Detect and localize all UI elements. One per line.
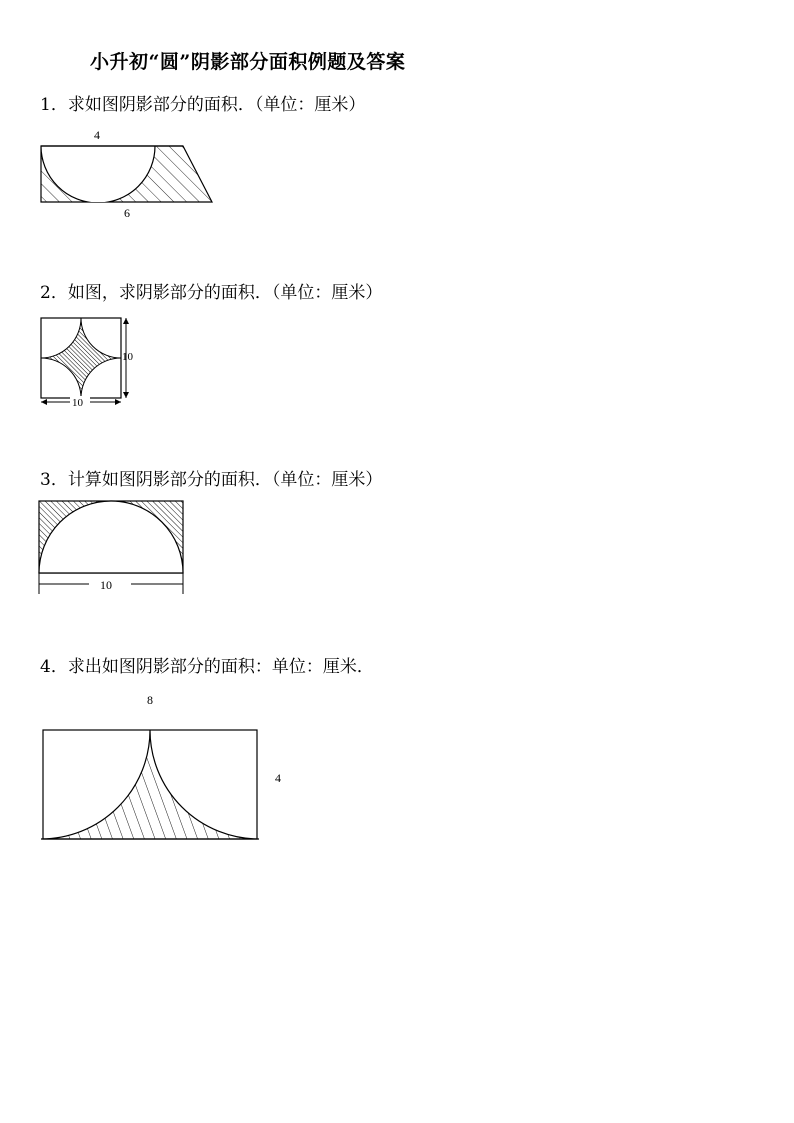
figure-2-right-label: 10 <box>122 351 133 363</box>
page-title: 小升初“圆”阴影部分面积例题及答案 <box>90 51 406 73</box>
figure-3-bottom-label: 10 <box>100 578 112 592</box>
figure-3 <box>34 496 190 600</box>
question-3-text: 3．计算如图阴影部分的面积．（单位：厘米） <box>40 470 383 490</box>
figure-4-top-label: 8 <box>147 693 153 707</box>
figure-1-top-label: 4 <box>94 128 100 142</box>
figure-2-bottom-label: 10 <box>72 397 83 409</box>
figure-4 <box>36 688 292 848</box>
question-4-text: 4．求出如图阴影部分的面积：单位：厘米． <box>40 657 374 677</box>
question-1-text: 1．求如图阴影部分的面积．（单位：厘米） <box>40 95 366 115</box>
question-2-text: 2．如图，求阴影部分的面积．（单位：厘米） <box>40 283 383 303</box>
figure-2 <box>36 314 140 410</box>
figure-1 <box>36 128 218 223</box>
figure-4-right-label: 4 <box>275 771 281 785</box>
figure-1-bottom-label: 6 <box>124 206 130 220</box>
